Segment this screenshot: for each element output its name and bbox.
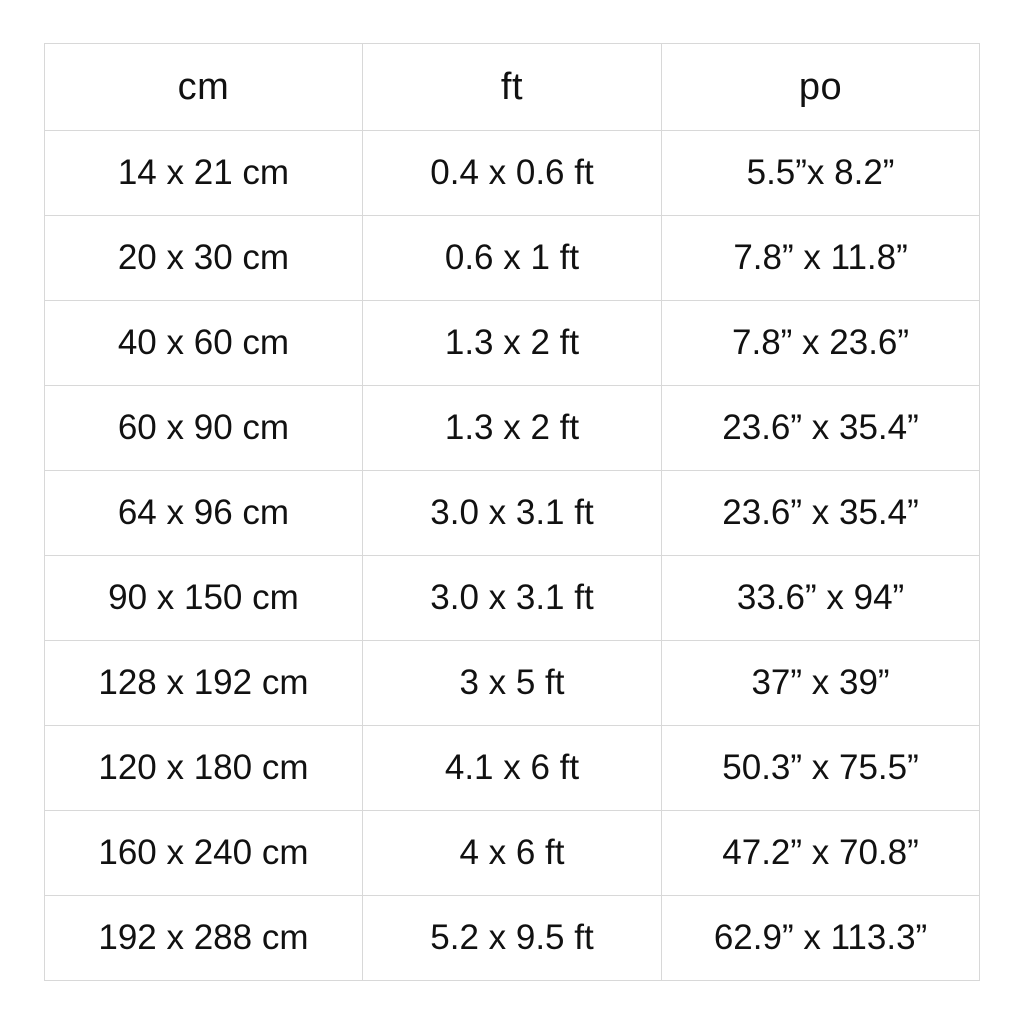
size-conversion-table (44, 43, 980, 981)
cell-po: 7.8” x 23.6” (662, 301, 980, 386)
table-row (45, 641, 980, 726)
cell-po: 62.9” x 113.3” (662, 896, 980, 981)
table-row (45, 556, 980, 641)
cell-po: 50.3” x 75.5” (662, 726, 980, 811)
cell-po: 7.8” x 11.8” (662, 216, 980, 301)
table-row (45, 216, 980, 301)
column-header-po: po (662, 44, 980, 131)
cell-cm: 90 x 150 cm (45, 556, 363, 641)
table-row (45, 131, 980, 216)
cell-po: 5.5”x 8.2” (662, 131, 980, 216)
cell-po: 33.6” x 94” (662, 556, 980, 641)
cell-po: 37” x 39” (662, 641, 980, 726)
cell-ft: 4.1 x 6 ft (362, 726, 661, 811)
table-header (45, 44, 980, 131)
cell-ft: 1.3 x 2 ft (362, 301, 661, 386)
cell-ft: 1.3 x 2 ft (362, 386, 661, 471)
table-body (45, 131, 980, 981)
cell-cm: 64 x 96 cm (45, 471, 363, 556)
cell-po: 47.2” x 70.8” (662, 811, 980, 896)
table-row (45, 896, 980, 981)
table-row (45, 726, 980, 811)
cell-ft: 5.2 x 9.5 ft (362, 896, 661, 981)
cell-cm: 40 x 60 cm (45, 301, 363, 386)
cell-ft: 0.6 x 1 ft (362, 216, 661, 301)
cell-po: 23.6” x 35.4” (662, 471, 980, 556)
table-header-row (45, 44, 980, 131)
table-row (45, 471, 980, 556)
cell-cm: 60 x 90 cm (45, 386, 363, 471)
cell-ft: 4 x 6 ft (362, 811, 661, 896)
cell-ft: 3.0 x 3.1 ft (362, 471, 661, 556)
column-header-ft: ft (362, 44, 661, 131)
cell-cm: 120 x 180 cm (45, 726, 363, 811)
cell-ft: 3.0 x 3.1 ft (362, 556, 661, 641)
cell-cm: 192 x 288 cm (45, 896, 363, 981)
table-row (45, 386, 980, 471)
cell-cm: 128 x 192 cm (45, 641, 363, 726)
table-row (45, 301, 980, 386)
table-row (45, 811, 980, 896)
cell-cm: 160 x 240 cm (45, 811, 363, 896)
cell-po: 23.6” x 35.4” (662, 386, 980, 471)
size-conversion-table-container (44, 43, 980, 977)
cell-ft: 3 x 5 ft (362, 641, 661, 726)
cell-cm: 20 x 30 cm (45, 216, 363, 301)
cell-ft: 0.4 x 0.6 ft (362, 131, 661, 216)
column-header-cm: cm (45, 44, 363, 131)
cell-cm: 14 x 21 cm (45, 131, 363, 216)
